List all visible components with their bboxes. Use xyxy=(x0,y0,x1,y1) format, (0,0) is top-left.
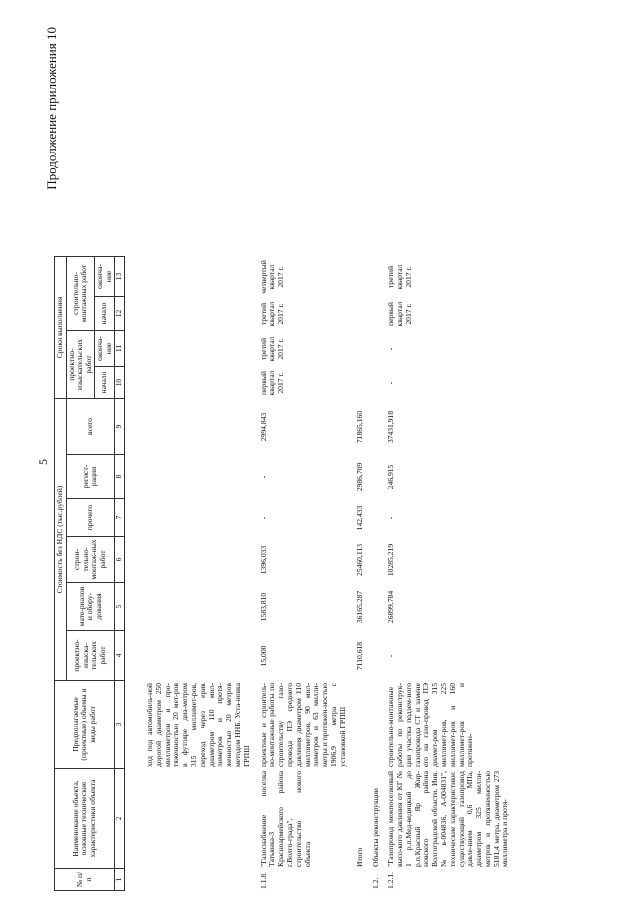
section-title: Объекты реконструкции xyxy=(371,788,381,867)
design-start: - xyxy=(386,381,396,385)
construction-start: первый квартал 2017 г. xyxy=(386,301,413,327)
construction-end: третий квартал 2017 г. xyxy=(386,264,413,290)
col-number: 10 xyxy=(115,367,125,399)
col-number: 9 xyxy=(115,399,125,455)
header-terms-design: проектно-изыскательских работ xyxy=(66,331,95,399)
cost-design: 15,000 xyxy=(258,645,268,667)
header-name: Наименование объекта, основные технические характеристики объекта xyxy=(55,769,115,869)
total-other: 142,433 xyxy=(354,505,364,531)
continued-works-text: ход под автомобиль-ной дорогой диаметром 250 миллиметров и про-тяженностью 20 мет-ров в футляре диа-метром 315 миллимет-ров, переход через ерик диаметром 110 мил-лиметров и протя-женностью 20 метров методом ННБ. Уста-новка ГРПШ xyxy=(145,683,251,767)
row-number: 1.1.8. xyxy=(258,871,268,889)
cost-other: - xyxy=(258,516,268,520)
col-number: 1 xyxy=(115,869,125,891)
col-number: 11 xyxy=(115,331,125,367)
table-header xyxy=(54,17,125,891)
header-cost-registration: регист-рации xyxy=(66,455,115,499)
cost-materials: 26899,784 xyxy=(386,590,396,624)
header-cost-other: прочего xyxy=(66,499,115,537)
header-cost-construction: строи-тельно-монтаж-ных работ xyxy=(66,537,115,583)
col-number: 7 xyxy=(115,499,125,537)
col-number: 5 xyxy=(115,583,125,631)
cost-construction: 1396,033 xyxy=(258,545,268,575)
cost-construction: 10285,219 xyxy=(386,543,396,577)
table-row-1-1-8 xyxy=(259,17,349,891)
continuation-title: Продолжение приложения 10 xyxy=(44,27,59,190)
design-end: - xyxy=(386,347,396,351)
header-cost-total: всего xyxy=(66,399,115,455)
header-cost-group: Стоимость без НДС (тыс.рублей) xyxy=(55,399,67,681)
col-number: 2 xyxy=(115,769,125,869)
cost-design: - xyxy=(386,654,396,658)
col-number: 12 xyxy=(115,297,125,331)
table-body xyxy=(145,17,511,891)
table-row-total xyxy=(355,17,366,891)
cost-total: 37431,918 xyxy=(386,410,396,444)
col-number: 13 xyxy=(115,256,125,296)
object-name: "Газоснабжение поселка Татьянка-3 Красноармейского района г.Волго-града", строительство нового объекта xyxy=(258,771,312,867)
row-number: 1.2.1. xyxy=(386,871,396,889)
cost-total: 2994,843 xyxy=(258,412,268,442)
header-cost-design: проектно-изыска-тельских работ xyxy=(66,631,115,681)
cost-registration: 246,915 xyxy=(386,464,396,490)
total-label: Итого xyxy=(354,847,364,867)
table-row-continued xyxy=(145,17,253,891)
design-end: третий квартал 2017 г. xyxy=(258,336,286,362)
table-row-1-2-1 xyxy=(386,17,511,891)
header-terms-construction: строительно-монтажных работ xyxy=(66,256,95,330)
col-number: 4 xyxy=(115,631,125,681)
cost-other: - xyxy=(386,516,396,520)
page-number: 5 xyxy=(36,459,50,465)
object-name: "Газопровод межпоселковый высо-кого давления от КГ № 1 р.п.Мед-ведицкий до р.п.Красный Яр Жир-новского района Волгоградской области, Инв.№ в-004836, А-004831", технические характеристики: существующий газопровод давле-нием 0,6 МПа, диаметром 325 милли-метров и протяженностью 5181,4 метра, диаметром 273 миллиметра и протя- xyxy=(386,771,510,867)
total-total: 71865,160 xyxy=(354,410,364,444)
total-materials: 36165,287 xyxy=(354,590,364,624)
total-design: 7110,618 xyxy=(354,641,364,671)
header-works: Предполагаемые (проектные) объемы и виды работ xyxy=(55,681,115,769)
works-description: проектные и строитель-но-монтажные работы по строительству газо-провода ПЭ среднего давления диаметром 110 миллиметров, 90 мил-лиметров и 63 милли-метра и протяжен-ностью 1906,9 метра с установкой ГРПШ xyxy=(258,683,347,767)
header-design-start: начало xyxy=(95,367,115,399)
header-cost-materials: мате-риалов и обору-дования xyxy=(66,583,115,631)
cost-materials: 1583,810 xyxy=(258,592,268,622)
header-terms-group: Сроки выполнения xyxy=(55,256,67,398)
header-num: № п/п xyxy=(55,869,115,891)
header-constr-start: начало xyxy=(95,297,115,331)
construction-end: четвертый квартал 2017 г. xyxy=(258,260,286,294)
design-start: первый квартал 2017 г. xyxy=(258,370,286,396)
total-construction: 25460,113 xyxy=(354,544,364,576)
works-description: строительно-монтажные работы по реконструк-ции участка подзем-ного газопровода СТ и замене его на газо-провод ПЭ диамет-ром 315 миллимет-ров, 225 миллимет-ров и 160 миллимет-ров и протяжен- xyxy=(386,683,475,767)
total-registration: 2986,709 xyxy=(354,462,364,492)
section-number: 1.2. xyxy=(371,877,381,889)
header-constr-end: оконча-ние xyxy=(95,256,115,296)
col-number: 8 xyxy=(115,455,125,499)
col-number: 3 xyxy=(115,681,125,769)
header-design-end: оконча-ние xyxy=(95,331,115,367)
cost-registration: - xyxy=(258,475,268,479)
section-heading-1-2 xyxy=(371,17,382,891)
col-number: 6 xyxy=(115,537,125,583)
construction-start: третий квартал 2017 г. xyxy=(258,301,286,327)
